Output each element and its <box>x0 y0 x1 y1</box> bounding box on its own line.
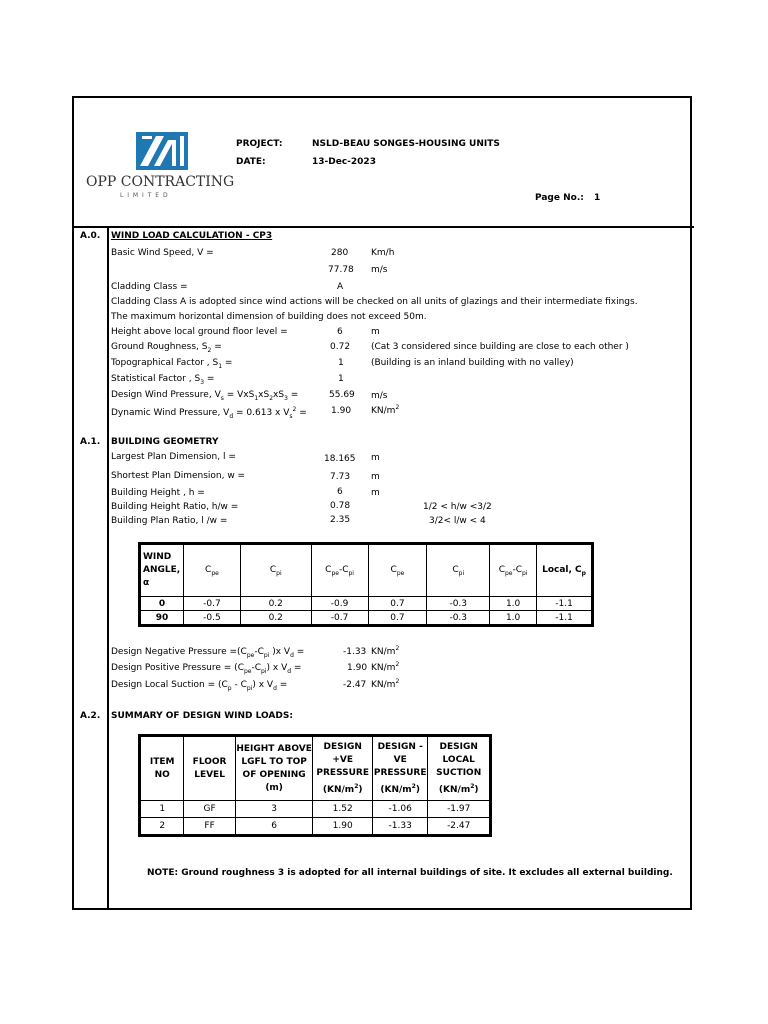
local-suction-label: Design Local Suction = $(C_p - C_{pi})$ x $V_d$ = <box>111 680 288 692</box>
plan-ratio-value: 2.35 <box>330 515 351 525</box>
header-positive-pressure: DESIGN +VE PRESSURE $(KN/m^2)$ <box>313 737 373 801</box>
topographical-factor-value: 1 <box>338 358 344 368</box>
table-cell: 6 <box>235 818 313 835</box>
project-value: NSLD-BEAU SONGES-HOUSING UNITS <box>312 139 500 149</box>
table-cell: -1.33 <box>372 818 427 835</box>
table-cell: 3 <box>235 801 313 818</box>
table-cell: 1.0 <box>490 597 537 611</box>
header-local-suction: DESIGN LOCAL SUCTION $(KN/m^2)$ <box>428 737 490 801</box>
table-cell: 90 <box>141 611 184 625</box>
shortest-dimension-unit: m <box>371 472 380 482</box>
table-cell: FF <box>184 818 235 835</box>
table-row <box>141 611 592 625</box>
table-header-row <box>141 737 490 801</box>
ground-roughness-value: 0.72 <box>330 342 351 352</box>
header-height-above: HEIGHT ABOVE LGFL TO TOP OF OPENING (m) <box>235 737 313 801</box>
header-negative-pressure: DESIGN - VE PRESSURE $(KN/m^2)$ <box>372 737 427 801</box>
positive-pressure-unit: $KN/m^2$ <box>371 661 400 673</box>
local-suction-unit: $KN/m^2$ <box>371 678 400 690</box>
building-height-label: Building Height , h = <box>111 488 205 498</box>
header-floor-level: FLOOR LEVEL <box>184 737 235 801</box>
height-value: 6 <box>337 327 343 337</box>
height-ratio-value: 0.78 <box>330 501 351 511</box>
building-height-value: 6 <box>337 487 343 497</box>
local-suction-value: -2.47 <box>343 680 367 690</box>
table-cell: -0.5 <box>183 611 240 625</box>
topographical-factor-note: (Building is an inland building with no valley) <box>371 358 574 368</box>
section-column-divider <box>107 226 109 910</box>
page-number-value: 1 <box>594 193 601 203</box>
page-number-label: Page No.: <box>535 193 584 203</box>
section-title-a0: WIND LOAD CALCULATION - CP3 <box>111 231 273 241</box>
table-cell: -0.3 <box>427 611 490 625</box>
section-number-a1: A.1. <box>80 437 101 447</box>
table-cell: -1.1 <box>537 597 592 611</box>
largest-dimension-value: 18.165 <box>324 454 356 464</box>
ground-roughness-note: (Cat 3 considered since building are close to each other ) <box>371 342 629 352</box>
positive-pressure-label: Design Positive Pressure = $(C_{pe}-C_{pi})$ x $V_d$ = <box>111 663 302 675</box>
header-cpe-cpi: $C_{pe}-C_{pi}$ <box>311 545 368 597</box>
table-cell: 1.0 <box>490 611 537 625</box>
table-cell: 0 <box>141 597 184 611</box>
header-divider <box>72 226 694 228</box>
header-cpe-cpi-2: $C_{pe}-C_{pi}$ <box>490 545 537 597</box>
shortest-dimension-label: Shortest Plan Dimension, w = <box>111 471 246 481</box>
negative-pressure-unit: $KN/m^2$ <box>371 645 400 657</box>
date-value: 13-Dec-2023 <box>312 157 376 167</box>
footer-note: NOTE: Ground roughness 3 is adopted for all internal buildings of site. It excludes all external building. <box>147 868 673 878</box>
table-cell: 0.2 <box>240 611 311 625</box>
dynamic-wind-pressure-label: Dynamic Wind Pressure, $V_d = 0.613$ x $V_s^2$ = <box>111 406 307 420</box>
cladding-class-note: Cladding Class A is adopted since wind actions will be checked on all units of glazings and their intermediate fixings. <box>111 297 638 307</box>
height-ratio-label: Building Height Ratio, h/w = <box>111 502 239 512</box>
basic-wind-value-kmh: 280 <box>331 248 349 258</box>
table-cell: 0.2 <box>240 597 311 611</box>
design-wind-pressure-label: Design Wind Pressure, $V_s = VxS_1xS_2xS_3$ = <box>111 390 299 402</box>
section-title-a1: BUILDING GEOMETRY <box>111 437 219 447</box>
height-unit: m <box>371 327 380 337</box>
largest-dimension-label: Largest Plan Dimension, l = <box>111 452 236 462</box>
section-title-a2: SUMMARY OF DESIGN WIND LOADS: <box>111 711 293 721</box>
table-cell: -0.9 <box>311 597 368 611</box>
header-cpe: $C_{pe}$ <box>183 545 240 597</box>
building-height-unit: m <box>371 488 380 498</box>
table-cell: -2.47 <box>428 818 490 835</box>
cladding-class-value: A <box>337 282 344 292</box>
header-local-cp: Local, $C_p$ <box>537 545 592 597</box>
table-cell: -1.1 <box>537 611 592 625</box>
negative-pressure-label: Design Negative Pressure $=(C_{pe}-C_{pi}$ )x $V_d$ = <box>111 647 305 659</box>
date-label: DATE: <box>236 157 266 167</box>
table-row <box>141 597 592 611</box>
header-cpi: $C_{pi}$ <box>240 545 311 597</box>
cladding-class-label: Cladding Class = <box>111 282 188 292</box>
table-cell: -0.7 <box>183 597 240 611</box>
table-cell: GF <box>184 801 235 818</box>
design-wind-pressure-value: 55.69 <box>329 390 355 400</box>
basic-wind-value-ms: 77.78 <box>328 265 354 275</box>
section-number-a2: A.2. <box>80 711 101 721</box>
plan-ratio-note: 3/2< l/w < 4 <box>429 516 486 526</box>
positive-pressure-value: 1.90 <box>347 663 368 673</box>
header-cpi-2: $C_{pi}$ <box>427 545 490 597</box>
logo-company-name: OPP CONTRACTING <box>86 174 235 190</box>
table-header-row <box>141 545 592 597</box>
statistical-factor-label: Statistical Factor , $S_3$ = <box>111 374 215 386</box>
table-cell: 2 <box>141 818 184 835</box>
table-cell: 1.90 <box>313 818 373 835</box>
dynamic-wind-pressure-unit: $KN/m^2$ <box>371 404 400 416</box>
negative-pressure-value: -1.33 <box>343 647 367 657</box>
table-cell: -0.7 <box>311 611 368 625</box>
design-wind-pressure-unit: m/s <box>371 391 388 401</box>
basic-wind-unit-ms: m/s <box>371 265 388 275</box>
table-cell: 0.7 <box>368 611 427 625</box>
dynamic-wind-pressure-value: 1.90 <box>331 406 352 416</box>
topographical-factor-label: Topographical Factor , $S_1$ = <box>111 358 233 370</box>
section-number-a0: A.0. <box>80 231 101 241</box>
statistical-factor-value: 1 <box>338 374 344 384</box>
pressure-coefficient-table <box>140 544 592 625</box>
header-cpe-2: $C_{pe}$ <box>368 545 427 597</box>
header-wind-angle: WIND ANGLE, α <box>141 545 184 597</box>
header-item-no: ITEM NO <box>141 737 184 801</box>
largest-dimension-unit: m <box>371 453 380 463</box>
summary-table <box>140 736 490 835</box>
height-ratio-note: 1/2 < h/w <3/2 <box>423 502 492 512</box>
table-cell: -0.3 <box>427 597 490 611</box>
height-label: Height above local ground floor level = <box>111 327 288 337</box>
logo-company-sub: L I M I T E D <box>120 192 169 199</box>
shortest-dimension-value: 7.73 <box>330 472 351 482</box>
company-logo <box>84 122 235 212</box>
table-cell: 1 <box>141 801 184 818</box>
ground-roughness-label: Ground Roughness, $S_2$ = <box>111 342 222 354</box>
project-label: PROJECT: <box>236 139 283 149</box>
basic-wind-unit-kmh: Km/h <box>371 248 395 258</box>
table-row <box>141 818 490 835</box>
max-dimension-note: The maximum horizontal dimension of building does not exceed 50m. <box>111 312 427 322</box>
basic-wind-label: Basic Wind Speed, V = <box>111 248 214 258</box>
table-cell: 1.52 <box>313 801 373 818</box>
table-cell: -1.06 <box>372 801 427 818</box>
plan-ratio-label: Building Plan Ratio, l /w = <box>111 516 228 526</box>
table-cell: -1.97 <box>428 801 490 818</box>
table-row <box>141 801 490 818</box>
table-cell: 0.7 <box>368 597 427 611</box>
